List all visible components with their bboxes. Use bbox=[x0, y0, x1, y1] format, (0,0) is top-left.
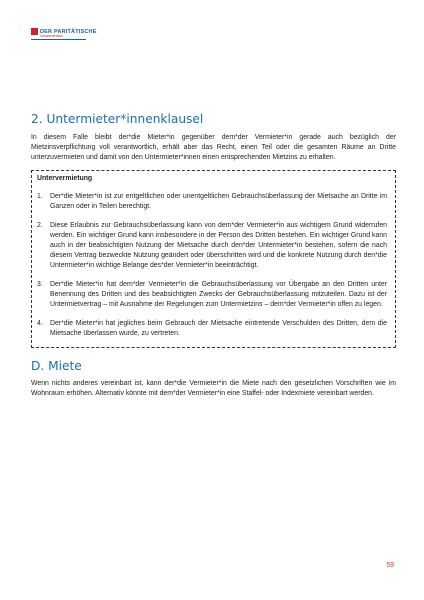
clause-text: Diese Erlaubnis zur Gebrauchsüberlassung kann von dem*der Vermieter*in aus wichtigem Grund widerrufen werden. Ein wichtiger Grund kann insbesondere in der Person des Dritten bestehen. Ein wichtiger Grund kann auch in der beabsichtigten Nutzung der Mietsache durch den*der Untermieter*in bestehen, sofern die nach diesem Vertrag bezweckte Nutzung geändert oder überschritten wird und die konkrete Nutzung durch den*die Untermieter*in wichtige Belange des*der Vermieter*in beeinträchtigt. bbox=[50, 221, 387, 269]
clause-box-untervermietung bbox=[31, 170, 396, 348]
logo bbox=[31, 28, 97, 40]
clause-list bbox=[37, 192, 387, 339]
clause-text: Der*die Mieter*in hat jegliches beim Gebrauch der Mietsache eintretende Verschulden des Dritten, dem die Mietsache überlassen wurde, zu vertreten. bbox=[50, 319, 387, 337]
logo-subtitle: Gesamtverband bbox=[40, 34, 63, 38]
page-number: 59 bbox=[386, 562, 394, 569]
section-intro-text: In diesem Falle bleibt der*die Mieter*in gegenüber dem*der Vermieter*in gerade auch bezüglich der Mietzinsverpflichtung voll verantwortlich, erhält aber das Recht, einen Teil oder die gesamten Räume an Dritte unterzuvermieten und damit von den Untermieter*innen einen entsprechenden Mietzins zu erhalten. bbox=[31, 133, 396, 161]
logo-divider bbox=[31, 39, 86, 40]
clause-number: 2. bbox=[37, 221, 43, 229]
clause-number: 3. bbox=[37, 280, 43, 288]
logo-mark-icon bbox=[31, 28, 38, 35]
section-title-untermieter: 2. Untermieter*innenklausel bbox=[31, 112, 204, 126]
section-miete-text: Wenn nichts anderes vereinbart ist, kann der*die Vermieter*in die Miete nach den gesetzlichen Vorschriften wie im Wohnraum erhöhen. Alternativ könnte mit dem*der Vermieter*in eine Staffel- oder Indexmiete vereinbart werden. bbox=[31, 380, 396, 398]
logo-name: DER PARITÄTISCHE bbox=[40, 28, 97, 35]
main-content bbox=[31, 112, 396, 399]
clause-item bbox=[37, 192, 387, 212]
clause-text: Der*die Mieter*in ist zur entgeltlichen oder unentgeltlichen Gebrauchsüberlassung der Mietsache an Dritte im Ganzen oder in Teilen berechtigt. bbox=[50, 192, 387, 210]
clause-text: Der*die Mieter*in hat dem*der Vermieter*in die Gebrauchsüberlassung vor Übergabe an den Dritten unter Benennung des Dritten und des beabsichtigten Zwecks der Gebrauchsüberlassung mitzuteilen. Dazu ist der Untermietvertrag – mit Ausnahme der Regelungen zum Untermietzins – dem*der Vermieter*in offen zu legen. bbox=[50, 280, 387, 308]
clause-item bbox=[37, 221, 387, 271]
clause-item bbox=[37, 319, 387, 339]
section-title-miete: D. Miete bbox=[31, 358, 82, 373]
clause-number: 4. bbox=[37, 319, 43, 327]
clause-number: 1. bbox=[37, 192, 43, 200]
clause-box-title: Untervermietung bbox=[37, 174, 93, 182]
section-miete bbox=[31, 359, 396, 400]
clause-item bbox=[37, 280, 387, 310]
